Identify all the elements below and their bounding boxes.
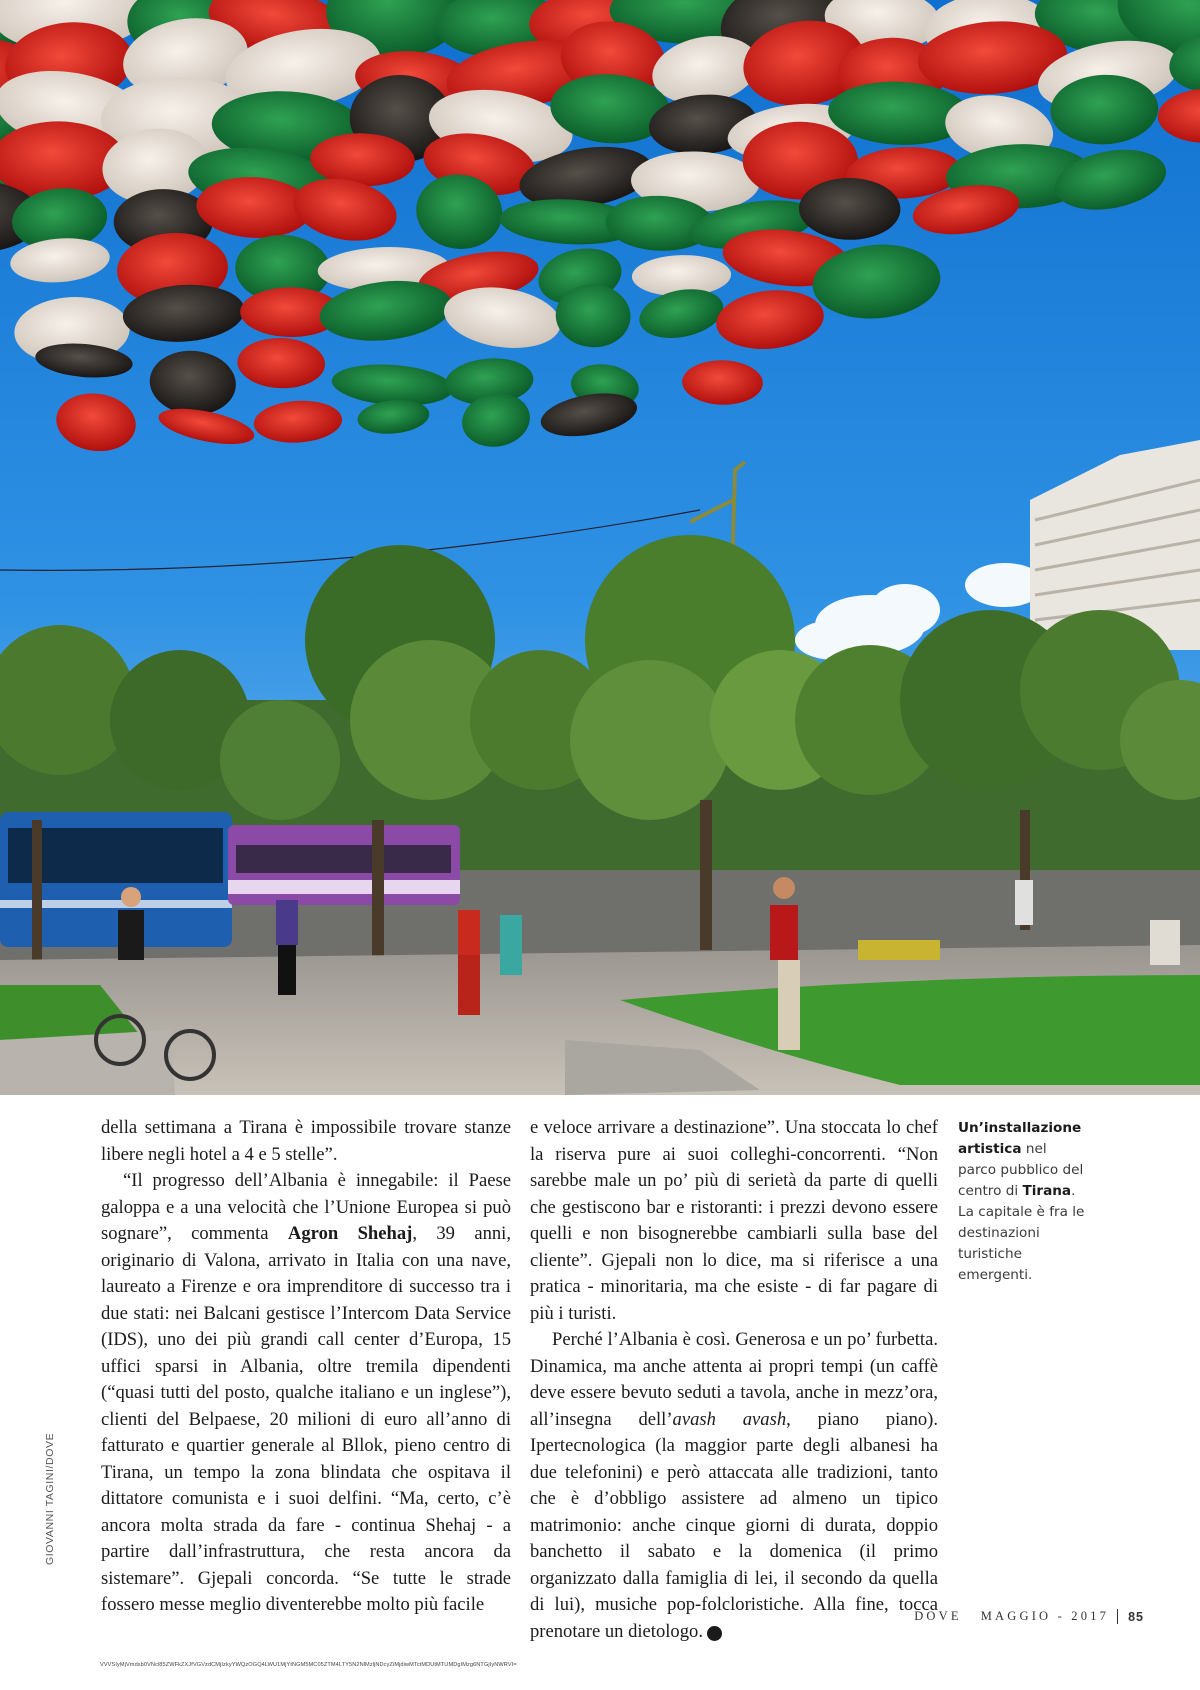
dove-end-mark-icon: D bbox=[707, 1626, 722, 1641]
paragraph: “Il progresso dell’Albania è innegabile: il Paese galoppa e a una velocità che l’Unione Europea si può sognare”, commenta Agron Shehaj, 39 anni, originario di Valona, arrivato in Italia con una nave, laureato a Firenze e ora imprenditore di successo tra i due stati: nei Balcani gestisce l’Intercom Data Service (IDS), uno dei più grandi call center d’Europa, 15 uffici sparsi in Albania, oltre tremila dipendenti (“quasi tutti del posto, qualche italiano e un inglese”), clienti del Belpaese, 20 milioni di euro all’anno di fatturato e quartier generale al Bllok, pieno centro di Tirana, un tempo la zona blindata che ospitava il dittatore comunista e i suoi delfini. “Ma, certo, c’è ancora molta strada da fare - continua Shehaj - a partire dall’infrastruttura, che resta ancora da sistemare”. Gjepali concorda. “Se tutte le strade fossero messe meglio diventerebbe molto più facile bbox=[101, 1170, 511, 1615]
person-name: Agron Shehaj bbox=[287, 1223, 413, 1244]
page-footer bbox=[914, 1609, 1144, 1624]
page-number: 85 bbox=[1128, 1609, 1144, 1624]
article-column-1 bbox=[101, 1115, 511, 1619]
photo-credit: GIOVANNI TAGINI/DOVE bbox=[44, 1432, 56, 1565]
photo-caption: Un’installazione artistica nel parco pubblico del centro di Tirana. La capitale è fra le destinazioni turistiche emergenti. bbox=[958, 1120, 1085, 1283]
folio-text: DOVE MAGGIO - 2017 bbox=[914, 1609, 1110, 1623]
italic-phrase: avash avash bbox=[672, 1408, 787, 1430]
paragraph: della settimana a Tirana è impossibile trovare stanze libere negli hotel a 4 e 5 stelle”. bbox=[101, 1117, 511, 1165]
folio-divider bbox=[1117, 1609, 1118, 1624]
paragraph: Perché l’Albania è così. Generosa e un po’ furbetta. Dinamica, ma anche attenta ai propri tempi (un caffè deve essere bevuto seduti a tavola, anche in mezz’ora, all’insegna dell’avash avash, piano piano). Ipertecnologica (la maggior parte degli albanesi ha due telefonini) e però attaccata alle tradizioni, tanto che è d’obbligo assistere ad almeno un tipico matrimonio: anche cinque giorni di durata, doppio banchetto il sabato e la domenica (il primo organizzato dalla famiglia di lei, il secondo da quella di lui), musiche pop-folcloristiche. Alla fine, tocca prenotare un dietologo. D bbox=[530, 1329, 938, 1642]
purple-bus bbox=[228, 825, 460, 905]
article-column-2 bbox=[530, 1115, 938, 1645]
stone-slab-left bbox=[0, 1030, 175, 1095]
park-bench bbox=[858, 940, 940, 960]
paragraph: e veloce arrivare a destinazione”. Una stoccata lo chef la riserva pure ai suoi colleghi-concorrenti. “Non sarebbe male un po’ più di serietà da parte di quelli che gestiscono bar e ristoranti: i prezzi devono essere quelli e non bisognerebbe cambiarli sulla base del cliente”. Gjepali non lo dice, ma si riferisce a una pratica - minoritaria, ma che esiste - di far pagare di più i turisti. bbox=[530, 1117, 938, 1324]
print-code-line: VVVSIyMjVmdsb0VNcl85ZWFkZXJfVGVzdCMjIzkyYWQzOGQ4LWU1MjYtNGM5MC05ZTM4LTY5N2NlMzljNDcyZiMjdiwMTctMDUtMTUMDgIMzg6NTGjIyNWRVI= bbox=[100, 1662, 517, 1668]
